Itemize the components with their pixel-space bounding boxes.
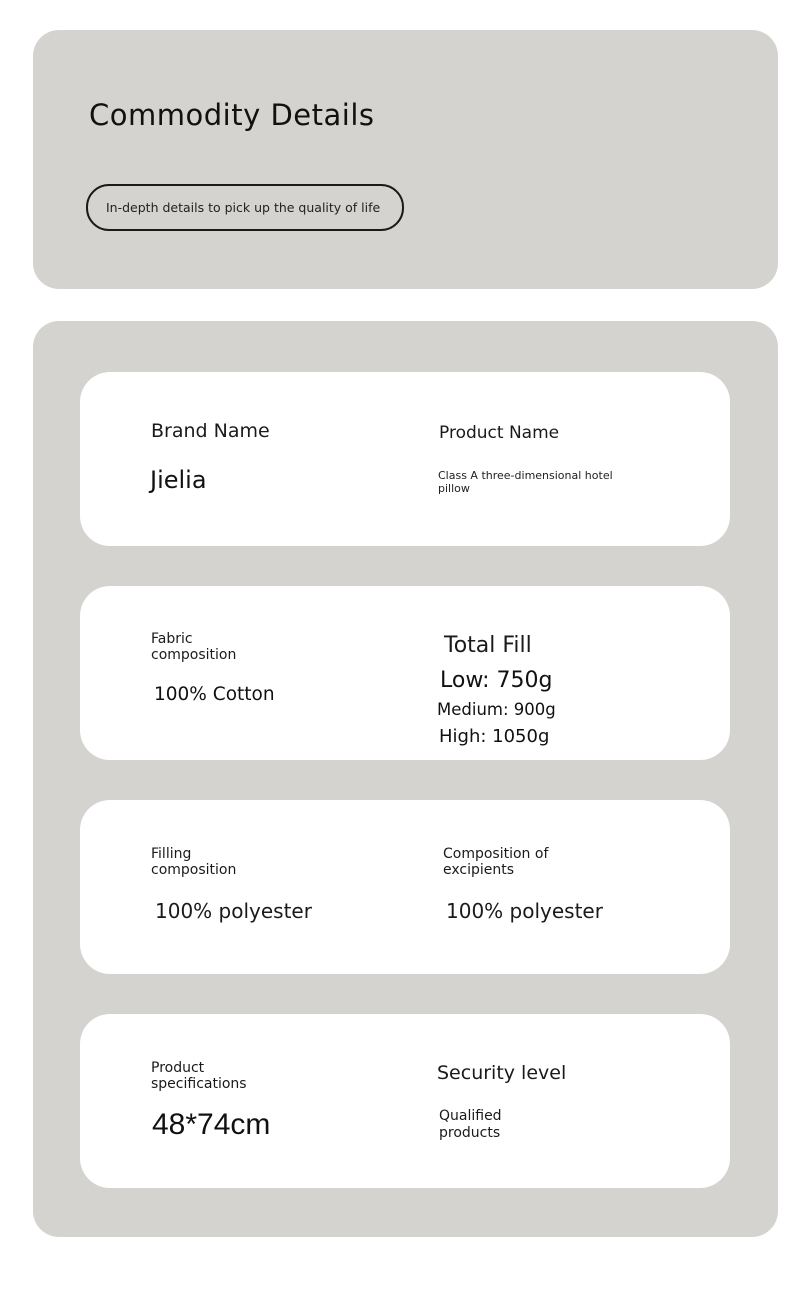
fill-medium-value: Medium: 900g [437, 700, 556, 719]
details-panel [33, 321, 778, 1237]
total-fill-label: Total Fill [444, 633, 532, 658]
brand-name-value: Jielia [150, 466, 207, 494]
product-specifications-label: Product specifications [151, 1060, 247, 1092]
excipients-composition-label: Composition of excipients [443, 846, 549, 878]
brand-product-card [80, 372, 730, 546]
fabric-composition-label: Fabric composition [151, 631, 237, 663]
brand-name-label: Brand Name [151, 420, 270, 442]
fill-high-value: High: 1050g [439, 726, 550, 747]
filling-composition-value: 100% polyester [155, 899, 312, 923]
security-level-label: Security level [437, 1062, 567, 1084]
fabric-composition-value: 100% Cotton [154, 684, 275, 705]
product-name-value: Class A three-dimensional hotel pillow [438, 469, 613, 495]
tagline-text: In-depth details to pick up the quality of life [106, 200, 381, 215]
product-name-label: Product Name [439, 423, 560, 443]
filling-excipients-card [80, 800, 730, 974]
header-card [33, 30, 778, 289]
spec-security-card [80, 1014, 730, 1188]
page-title: Commodity Details [89, 98, 375, 132]
filling-composition-label: Filling composition [151, 846, 237, 878]
tagline-pill [86, 184, 404, 231]
fill-low-value: Low: 750g [440, 668, 553, 693]
excipients-composition-value: 100% polyester [446, 899, 603, 923]
product-specifications-value: 48*74cm [152, 1108, 271, 1141]
security-level-value: Qualified products [439, 1108, 502, 1141]
fabric-fill-card [80, 586, 730, 760]
